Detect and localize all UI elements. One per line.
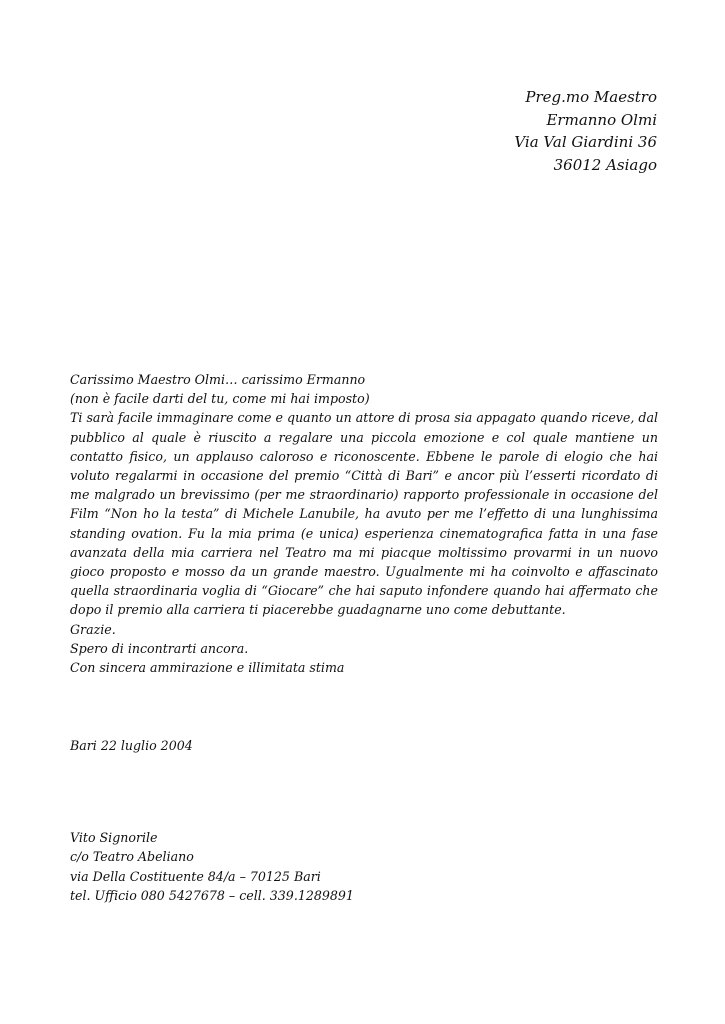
letter-body: [70, 370, 658, 677]
recipient-street: Via Val Giardini 36: [514, 133, 657, 151]
recipient-address-block: [514, 86, 657, 176]
hope-line: Spero di incontrarti ancora.: [70, 640, 249, 656]
recipient-city: 36012 Asiago: [553, 155, 657, 174]
sender-organization: c/o Teatro Abeliano: [70, 849, 194, 865]
aside-note: (non è facile darti del tu, come mi hai imposto): [70, 391, 370, 407]
salutation: Carissimo Maestro Olmi… carissimo Ermanno: [70, 372, 366, 387]
sender-name: Vito Signorile: [70, 830, 158, 845]
body-paragraph: Ti sarà facile immaginare come e quanto un attore di prosa sia appagato quando riceve, dal pubblico al quale è riuscito a regalare una piccola emozione e col quale mantiene un contatto fisico, un applauso caloroso e riconoscente. Ebbene le parole di elogio che hai voluto regalarmi in occasione del premio “Città di Bari” e ancor più l’esserti ricordato di me malgrado un brevissimo (per me straordinario) rapporto professionale in occasione del Film “Non ho la testa” di Michele Lanubile, ha avuto per me l’effetto di una lunghissima standing ovation. Fu la mia prima (e unica) esperienza cinematografica fatta in una fase avanzata della mia carriera nel Teatro ma mi piacque moltissimo provarmi in un nuovo gioco proposto e mosso da un grande maestro. Ugualmente mi ha coinvolto e affascinato quella straordinaria voglia di “Giocare” che hai saputo infondere quando hai affermato che dopo il premio alla carriera ti piacerebbe guadagnarne uno come debuttante.: [70, 410, 658, 618]
recipient-name: Ermanno Olmi: [546, 110, 657, 129]
closing-line: Con sincera ammirazione e illimitata stima: [70, 660, 345, 676]
thanks-line: Grazie.: [70, 621, 116, 637]
recipient-title: Preg.mo Maestro: [525, 88, 657, 106]
sender-phones: tel. Ufficio 080 5427678 – cell. 339.1289891: [70, 887, 354, 903]
sender-address: via Della Costituente 84/a – 70125 Bari: [70, 868, 321, 884]
sender-signature-block: [70, 828, 354, 905]
letter-date: Bari 22 luglio 2004: [70, 738, 193, 753]
